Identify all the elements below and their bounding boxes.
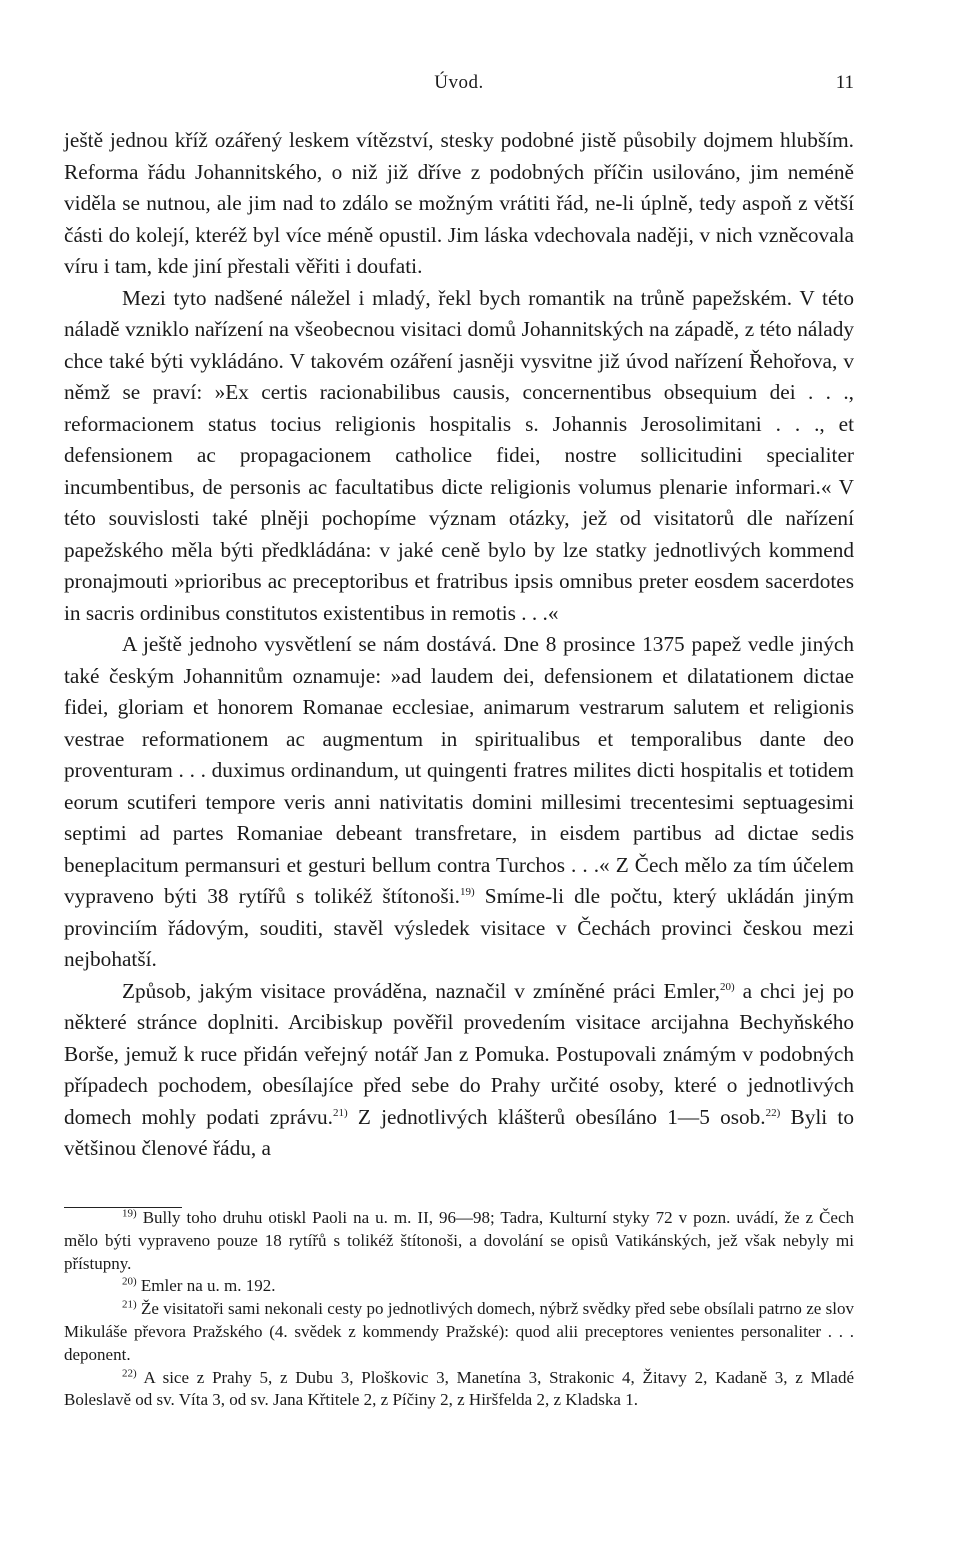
paragraph-text: Z jednotlivých klášterů obesíláno 1—5 osob. [357, 1104, 766, 1129]
footnote-number: 20) [122, 1275, 137, 1288]
footnote-reference: 19) [459, 885, 475, 898]
footnote-reference: 20) [719, 980, 735, 993]
footnotes [64, 1207, 854, 1412]
paragraph-text: Způsob, jakým visitace prováděna, naznačil v zmíněné práci Emler, [122, 978, 720, 1003]
footnote-text: A sice z Prahy 5, z Dubu 3, Ploškovic 3, Manetína 3, Strakonic 4, Žitavy 2, Kadaně 3, z Mladé Boleslavě od sv. Víta 3, od sv. Jana Křtitele 2, z Píčiny 2, z Hiršfelda 2, z Kladska 1. [64, 1367, 855, 1410]
footnote-number: 22) [122, 1366, 137, 1379]
paragraph-text: Byli to většinou členové řádu, a [64, 1104, 854, 1160]
footnote [64, 1207, 854, 1275]
footnote-number: 21) [122, 1298, 137, 1311]
page-number: 11 [835, 72, 854, 93]
footnote [64, 1367, 854, 1413]
paragraph: ještě jednou kříž ozářený leskem vítězství, stesky podobné jistě působily dojmem hlubším. Reforma řádu Johannitského, o niž již dříve z podobných příčin usilováno, jim neméně viděla se nutnou, ale jim nad to zdálo se možným vrátiti řád, ne-li úplně, tedy aspoň z větší části do kolejí, kteréž byl více méně opustil. Jim láska vdechovala naději, v nich vzněcovala víru i tam, kde jiní přestali věřiti i doufati. [64, 128, 854, 278]
footnote-number: 19) [122, 1207, 137, 1220]
paragraph-text: A ještě jednoho vysvětlení se nám dostává. Dne 8 prosince 1375 papež vedle jiných také českým Johannitům oznamuje: »ad laudem dei, defensionem et dilatationem dictae fidei, gloriam et honorem Romanae ecclesiae, animarum vestrarum salutem et religionis vestrae reformationem ac augmentum in spiritualibus et temporalibus dante deo proventuram . . . duximus ordinandum, ut quingenti fratres milites dicti hospitalis et totidem eorum scutiferi tempore veris anni nativitatis domini millesimi trecentesimi septuagesimi septimi ad partes Romaniae debeant transfretare, in eisdem partibus ad dictae sedis beneplacitum permansuri et gesturi bellum contra Turchos . . .« Z Čech mělo za tím účelem vypraveno býti 38 rytířů s tolikéž štítonoši. [64, 632, 854, 908]
footnote-text: Bully toho druhu otiskl Paoli na u. m. II, 96—98; Tadra, Kulturní styky 72 v pozn. uvádí, že z Čech mělo býti vypraveno pouze 18 rytířů s tolikéž štítonoši, a dovolání se opisů Vatikánských, jež však nebyly mi přístupny. [64, 1208, 855, 1273]
footnote-reference: 22) [765, 1106, 781, 1119]
running-head: Úvod. [434, 72, 484, 93]
footnote-text: Že visitatoři sami nekonali cesty po jednotlivých domech, nýbrž svědky před sebe obsílali patrno ze slov Mikuláše převora Pražského (4. svědek z kommendy Pražské): quod alii preceptores venientes personaliter . . . deponent. [64, 1299, 855, 1364]
paragraph [64, 976, 854, 1165]
paragraph-text: a chci jej po některé stránce doplniti. Arcibiskup pověřil provedením visitace arcijahna Bechyňského Borše, jemuž k ruce přidán veřejný notář Jan z Pomuka. Postupovali známým v podobných případech pochodem, obesílajíce před sebe do Prahy určité osoby, které o jednotlivých domech mohly podati zprávu. [64, 978, 855, 1129]
paragraph [64, 629, 854, 976]
footnote [64, 1275, 854, 1298]
paragraph-text: Smíme-li dle počtu, který ukládán jiným provinciím řádovým, souditi, stavěl výsledek visitace v Čechách provinci českou mezi nejbohatší. [64, 884, 854, 971]
footnote-text: Emler na u. m. 192. [140, 1276, 276, 1296]
paragraph: Mezi tyto nadšené náležel i mladý, řekl bych romantik na trůně papežském. V této náladě vzniklo nařízení na všeobecnou visitaci domů Johannitských na západě, z této nálady chce také býti vykládáno. V takovém ozáření jasněji vysvitne již úvod nařízení Řehořova, v němž se praví: »Ex certis racionabilibus causis, concernentibus obsequium dei . . ., reformacionem status tocius religionis hospitalis s. Johannis Jerosolimitani . . ., et defensionem ac propagacionem catholice fidei, nostre sollicitudini specialiter incumbentibus, de personis ac facultatibus dicte religionis volumus plenarie informari.« V této souvislosti také plněji pochopíme význam otázky, jež od visitatorů dle nařízení papežského měla býti předkládána: v jaké ceně bylo by lze statky jednotlivých kommend pronajmouti »prioribus ac preceptoribus et fratribus ipsis omnibus preter eosdem sacerdotes in sacris ordinibus constitutos existentibus in remotis . . .« [64, 285, 854, 625]
footnote [64, 1298, 854, 1366]
footnote-reference: 21) [333, 1106, 348, 1119]
main-text [64, 125, 854, 1165]
page-header [64, 72, 854, 98]
